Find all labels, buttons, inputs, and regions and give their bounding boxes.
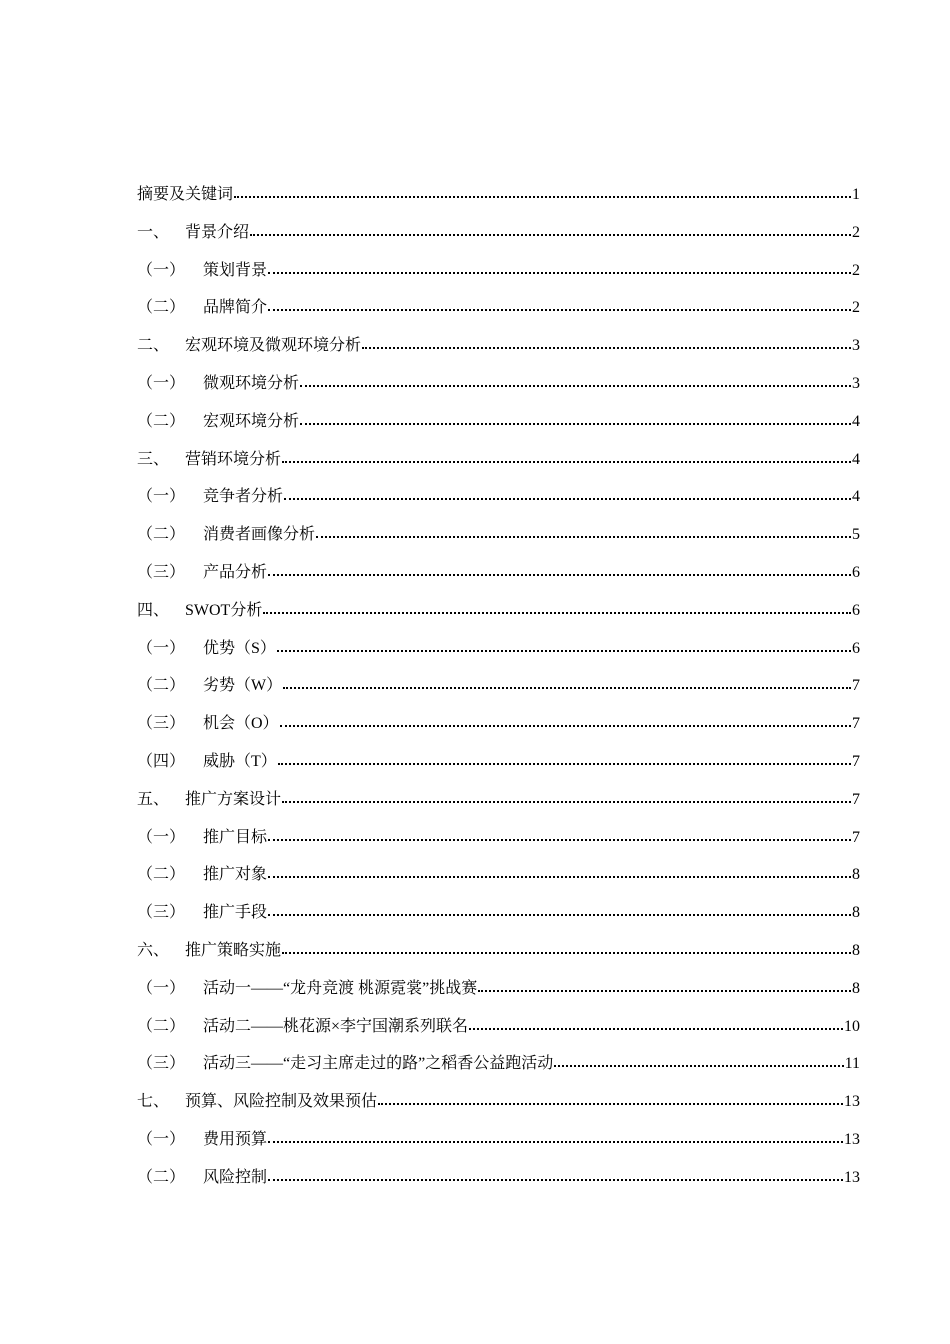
toc-entry-number: 一、 <box>137 223 170 241</box>
toc-entry-number: （二） <box>137 1168 186 1186</box>
toc-entry-title: 推广对象 <box>203 866 268 884</box>
toc-entry-subsection[interactable] <box>137 856 860 894</box>
toc-entry-number: （一） <box>137 828 186 846</box>
toc-entry-subsection[interactable] <box>137 478 860 516</box>
toc-dot-leader <box>268 1128 843 1144</box>
toc-entry-number: （三） <box>137 563 186 581</box>
toc-entry-subsection[interactable] <box>137 743 860 781</box>
toc-entry-subsection[interactable] <box>137 1045 860 1083</box>
toc-entry-title: 竞争者分析 <box>203 488 284 506</box>
toc-entry-page: 8 <box>852 904 860 922</box>
toc-dot-leader <box>282 788 851 804</box>
toc-entry-section-1[interactable] <box>137 214 860 252</box>
toc-dot-leader <box>263 599 851 615</box>
toc-entry-title: SWOT分析 <box>185 601 263 619</box>
toc-entry-page: 11 <box>844 1055 860 1073</box>
toc-entry-title: 推广手段 <box>203 904 268 922</box>
toc-entry-subsection[interactable] <box>137 252 860 290</box>
toc-dot-leader <box>282 939 851 955</box>
toc-entry-number: （一） <box>137 261 186 279</box>
toc-dot-leader <box>268 826 851 842</box>
toc-entry-page: 2 <box>852 299 860 317</box>
toc-dot-leader <box>283 674 851 690</box>
toc-entry-title: 推广目标 <box>203 828 268 846</box>
toc-entry-number: 三、 <box>137 450 170 468</box>
toc-entry-number: （二） <box>137 677 186 695</box>
toc-entry-page: 7 <box>852 828 860 846</box>
toc-entry-page: 13 <box>844 1168 860 1186</box>
toc-entry-page: 5 <box>852 526 860 544</box>
toc-entry-number: （四） <box>137 752 186 770</box>
toc-entry-number: （一） <box>137 488 186 506</box>
toc-entry-number: （二） <box>137 1017 186 1035</box>
toc-entry-subsection[interactable] <box>137 819 860 857</box>
toc-entry-section-2[interactable] <box>137 327 860 365</box>
table-of-contents <box>137 176 860 1197</box>
toc-entry-page: 4 <box>852 488 860 506</box>
toc-dot-leader <box>478 977 851 993</box>
toc-dot-leader <box>268 1166 843 1182</box>
toc-dot-leader <box>234 183 851 199</box>
toc-entry-number: 二、 <box>137 337 170 355</box>
toc-entry-page: 6 <box>852 639 860 657</box>
toc-entry-subsection[interactable] <box>137 365 860 403</box>
toc-entry-section-6[interactable] <box>137 932 860 970</box>
toc-dot-leader <box>268 259 851 275</box>
toc-dot-leader <box>300 410 851 426</box>
toc-entry-subsection[interactable] <box>137 1159 860 1197</box>
toc-entry-subsection[interactable] <box>137 1008 860 1046</box>
toc-entry-title: 推广方案设计 <box>185 790 282 808</box>
toc-entry-page: 10 <box>844 1017 860 1035</box>
toc-entry-title: 威胁（T） <box>203 752 277 770</box>
toc-entry-title: 优势（S） <box>203 639 276 657</box>
toc-entry-number: （一） <box>137 639 186 657</box>
toc-dot-leader <box>378 1090 843 1106</box>
toc-entry-number: （三） <box>137 904 186 922</box>
toc-entry-subsection[interactable] <box>137 667 860 705</box>
toc-entry-page: 8 <box>852 866 860 884</box>
toc-dot-leader <box>268 863 851 879</box>
toc-entry-title: 背景介绍 <box>185 223 250 241</box>
toc-entry-page: 2 <box>852 261 860 279</box>
toc-dot-leader <box>268 296 851 312</box>
toc-entry-page: 8 <box>852 941 860 959</box>
toc-entry-number: （一） <box>137 374 186 392</box>
toc-entry-title: 宏观环境及微观环境分析 <box>185 337 362 355</box>
toc-entry-title: 消费者画像分析 <box>203 526 316 544</box>
toc-entry-number: （二） <box>137 299 186 317</box>
toc-entry-section-7[interactable] <box>137 1083 860 1121</box>
toc-dot-leader <box>268 561 851 577</box>
toc-dot-leader <box>362 334 851 350</box>
toc-entry-section-3[interactable] <box>137 441 860 479</box>
toc-entry-number: （一） <box>137 979 186 997</box>
toc-entry-title: 机会（O） <box>203 715 279 733</box>
toc-entry-title: 策划背景 <box>203 261 268 279</box>
toc-entry-page: 1 <box>852 186 860 203</box>
toc-entry-title: 活动三——“走习主席走过的路”之稻香公益跑活动 <box>203 1055 554 1073</box>
toc-entry-title: 营销环境分析 <box>185 450 282 468</box>
toc-entry-page: 7 <box>852 715 860 733</box>
toc-entry-title: 摘要及关键词 <box>137 186 234 203</box>
toc-dot-leader <box>250 221 851 237</box>
toc-entry-title: 推广策略实施 <box>185 941 282 959</box>
toc-entry-number: （二） <box>137 866 186 884</box>
toc-dot-leader <box>278 750 851 766</box>
toc-entry-page: 7 <box>852 752 860 770</box>
toc-entry-subsection[interactable] <box>137 554 860 592</box>
toc-entry-title: 微观环境分析 <box>203 374 300 392</box>
toc-entry-page: 4 <box>852 412 860 430</box>
toc-entry-abstract[interactable] <box>137 176 860 214</box>
toc-entry-title: 劣势（W） <box>203 677 283 695</box>
toc-entry-subsection[interactable] <box>137 516 860 554</box>
toc-entry-subsection[interactable] <box>137 289 860 327</box>
toc-dot-leader <box>277 637 851 653</box>
toc-entry-title: 品牌简介 <box>203 299 268 317</box>
toc-entry-subsection[interactable] <box>137 403 860 441</box>
toc-dot-leader <box>268 901 851 917</box>
toc-entry-page: 7 <box>852 677 860 695</box>
toc-entry-number: 五、 <box>137 790 170 808</box>
toc-dot-leader <box>469 1015 843 1031</box>
toc-dot-leader <box>554 1052 843 1068</box>
toc-entry-number: 七、 <box>137 1093 170 1111</box>
toc-entry-title: 活动二——桃花源×李宁国潮系列联名 <box>203 1017 469 1035</box>
toc-entry-subsection[interactable] <box>137 1121 860 1159</box>
toc-entry-number: （二） <box>137 412 186 430</box>
toc-entry-title: 产品分析 <box>203 563 268 581</box>
toc-entry-section-5[interactable] <box>137 781 860 819</box>
toc-dot-leader <box>316 523 851 539</box>
toc-entry-page: 6 <box>852 563 860 581</box>
toc-entry-subsection[interactable] <box>137 630 860 668</box>
toc-entry-subsection[interactable] <box>137 894 860 932</box>
toc-entry-number: （二） <box>137 526 186 544</box>
toc-entry-title: 宏观环境分析 <box>203 412 300 430</box>
toc-entry-title: 活动一——“龙舟竞渡 桃源霓裳”挑战赛 <box>203 979 478 997</box>
toc-entry-page: 7 <box>852 790 860 808</box>
toc-entry-title: 预算、风险控制及效果预估 <box>185 1093 378 1111</box>
toc-entry-title: 风险控制 <box>203 1168 268 1186</box>
toc-entry-page: 4 <box>852 450 860 468</box>
toc-entry-page: 13 <box>844 1130 860 1148</box>
toc-entry-number: （一） <box>137 1130 186 1148</box>
toc-entry-page: 13 <box>844 1093 860 1111</box>
toc-dot-leader <box>300 372 851 388</box>
toc-dot-leader <box>282 448 851 464</box>
toc-entry-page: 2 <box>852 223 860 241</box>
toc-entry-page: 3 <box>852 374 860 392</box>
toc-entry-page: 8 <box>852 979 860 997</box>
toc-entry-page: 3 <box>852 337 860 355</box>
toc-entry-number: 四、 <box>137 601 170 619</box>
toc-entry-page: 6 <box>852 601 860 619</box>
toc-dot-leader <box>280 712 851 728</box>
toc-entry-number: （三） <box>137 715 186 733</box>
toc-entry-subsection[interactable] <box>137 705 860 743</box>
toc-dot-leader <box>284 485 851 501</box>
toc-entry-number: 六、 <box>137 941 170 959</box>
toc-entry-number: （三） <box>137 1055 186 1073</box>
toc-entry-section-4[interactable] <box>137 592 860 630</box>
toc-entry-title: 费用预算 <box>203 1130 268 1148</box>
toc-entry-subsection[interactable] <box>137 970 860 1008</box>
